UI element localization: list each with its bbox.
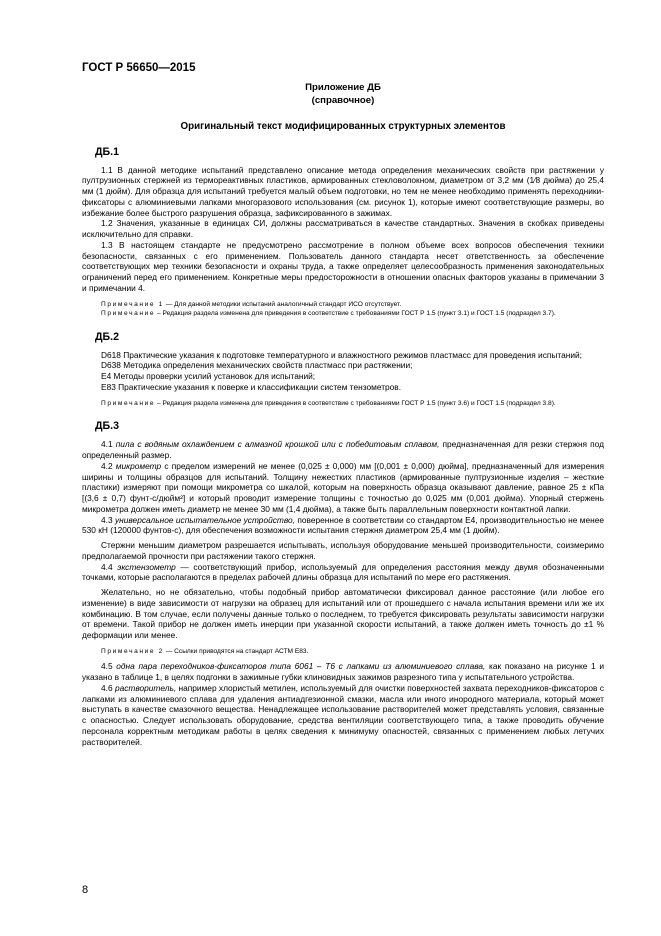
paragraph-4-6 bbox=[82, 683, 604, 748]
item-number: 4.5 bbox=[101, 661, 117, 672]
paragraph-1-1: 1.1 В данной методике испытаний представлено описание метода определения механических свойств при растяжении у пултрузионных стержней из термореактивных пластиков, армированных стекловолокном, диаметром от 3,2 мм (1⁄8 дюйма) до 25,4 мм (1 дюйм). Для образца для испытаний требуется малый объем подготовки, но тем не менее необходимо применять переходники-фиксаторы с алюминиевыми лапками многоразового использования (см. рисунок 1), которые имеют соответствующие размеры, во избежание более быстрого разрушения образца, зафиксированного в зажимах. bbox=[82, 164, 604, 218]
paragraph-4-3 bbox=[82, 515, 604, 537]
note-editorial-2 bbox=[82, 399, 604, 409]
paragraph-1-2: 1.2 Значения, указанные в единицах СИ, должны рассматриваться в качестве стандартных. Значения в скобках приведены исключительно для справки. bbox=[82, 218, 604, 239]
paragraph-4-4-continued: Желательно, но не обязательно, чтобы подобный прибор автоматически фиксировал данное расстояние (или любое его изменение) в виде зависимости от нагрузки на образец для испытаний или от прошедшего с начала испытания времени или же их комбинацию. В том случае, если получены данные только о последнем, то требуется фиксировать результаты зависимости нагрузки от времени. Такой прибор не должен иметь инерции при указанной скорости испытаний, а также должен иметь точность до ±1 % деформации или менее. bbox=[82, 587, 604, 641]
paragraph-4-1 bbox=[82, 439, 604, 461]
item-text: с пределом измерений не менее (0,025 ± 0,000) мм [(0,001 ± 0,000) дюйма], предназначенный для измерения ширины и толщины образцов для испытаний. Толщину нежестких пластиков (армированные пултрузионные изделия – жесткие пластики) измеряют при помощи микрометра со шкалой, которым на поверхность образца оказывают давление, равное 25 ± кПа [(3,6 ± 0,7) фунт-с/дюйм²] и который проводит измерение толщины с точностью до 0,025 мм (0,001 дюйма). Упорный стержень микрометра должен иметь диаметр не менее 30 мм (1,4 дюйма), а также быть параллельным поверхности контактной лапки. bbox=[82, 460, 605, 514]
note-label: Примечание 1 bbox=[101, 300, 164, 308]
item-text: предназначенная для резки стержня под определенный размер. bbox=[82, 439, 605, 461]
reference-e4: E4 Методы проверки усилий установок для испытаний; bbox=[101, 371, 316, 382]
note-text: – Редакция раздела изменена для приведения в соответствие с требованиями ГОСТ Р 1.5 (пункт 3.1) и ГОСТ 1.5 (подраздел 3.7). bbox=[155, 310, 556, 318]
section-heading-db3: ДБ.3 bbox=[95, 420, 119, 433]
item-number: 4.3 bbox=[101, 514, 115, 525]
item-text: например хлористый метилен, используемый для очистки поверхностей захвата переходников-фиксаторов с лапками из алюминиевого сплава для удаления антиадгезионной смазки, масла или иного инородного материала, который может выступать в качестве смазочного вещества. Ненадлежащее использование растворителей может представлять условия, связанные с опасностью. Следует использовать оборудование, средства вентиляции соответствующего типа, а также проводить обучение персонала корректным методикам работы в целях сведения к минимуму опасностей, связанных с применением любых летучих растворителей. bbox=[82, 682, 604, 747]
item-term: экстензометр bbox=[117, 561, 176, 572]
note-text: — Ссылки приводятся на стандарт АСТМ E83. bbox=[163, 647, 309, 655]
annex-title: Приложение ДБ bbox=[305, 82, 381, 93]
standard-number: ГОСТ Р 56650—2015 bbox=[82, 62, 196, 74]
item-term: микрометр bbox=[115, 460, 162, 471]
item-term: пила с водяным охлаждением с алмазной крошкой или с победитовым сплавом, bbox=[115, 439, 440, 450]
item-text: поверенное в соответствии со стандартом E4, производительностью не менее 530 кН (120000 фунтов-с), для обеспечения возможности испытания стержня диаметром 25,4 мм (1 дюйм). bbox=[82, 514, 605, 536]
paragraph-4-4 bbox=[82, 562, 604, 584]
reference-d638: D638 Методика определения механических свойств пластмасс при растяжении; bbox=[101, 360, 413, 371]
paragraph-4-5 bbox=[82, 661, 604, 683]
reference-d618: D618 Практические указания к подготовке температурного и влажностного режимов пластмасс для проведения испытаний; bbox=[101, 349, 582, 360]
item-number: 4.4 bbox=[101, 561, 118, 572]
document-title: Оригинальный текст модифицированных структурных элементов bbox=[180, 121, 506, 132]
item-text: как показано на рисунке 1 и указано в таблице 1, в целях подгонки в зажимные губки клиновидных зажимов разрезного типа у испытательного устройства. bbox=[82, 661, 605, 683]
item-number: 4.1 bbox=[101, 439, 116, 450]
reference-e83: E83 Практические указания к поверке и классификации систем тензометров. bbox=[101, 381, 402, 392]
item-term: универсальное испытательное устройство, bbox=[114, 514, 295, 525]
note-editorial-1 bbox=[82, 309, 604, 319]
item-number: 4.2 bbox=[101, 460, 116, 471]
item-term: растворитель, bbox=[114, 682, 177, 693]
paragraph-1-3: 1.3 В настоящем стандарте не предусмотрено рассмотрение в полном объеме всех вопросов обеспечения техники безопасности, связанных с его применением. Пользователь данного стандарта несет ответственность за обеспечение соответствующих мер техники безопасности и охраны труда, а также определяет целесообразность применения законодательных ограничений перед его применением. Конкретные меры предосторожности в отношении опасных факторов указаны в примечании 3 и примечании 4. bbox=[82, 239, 604, 293]
paragraph-4-3-continued: Стержни меньшим диаметром разрешается испытывать, используя оборудование меньшей производительности, соизмеримо предполагаемой прочности при растяжении такого стержня. bbox=[82, 540, 604, 561]
page-number: 8 bbox=[82, 884, 89, 896]
note-label: Примечание bbox=[101, 399, 156, 407]
annex-type: (справочное) bbox=[311, 94, 375, 106]
item-term: одна пара переходников-фиксаторов типа 6061 – Т6 с лапками из алюминиевого сплава, bbox=[116, 661, 486, 672]
note-text: — Для данной методики испытаний аналогичный стандарт ИСО отсутствует. bbox=[163, 300, 402, 308]
section-heading-db1: ДБ.1 bbox=[95, 145, 119, 158]
note-label: Примечание bbox=[101, 310, 156, 318]
note-label: Примечание 2 bbox=[101, 647, 164, 655]
note-2 bbox=[82, 647, 604, 657]
note-text: – Редакция раздела изменена для приведения в соответствие с требованиями ГОСТ Р 1.5 (пункт 3.6) и ГОСТ 1.5 (подраздел 3.8). bbox=[155, 399, 556, 407]
item-text: — соответствующий прибор, используемый для определения расстояния между двумя обозначенными точками, которые располагаются в пределах рабочей длины образца для испытаний по мере его растяжения. bbox=[82, 561, 604, 583]
note-1 bbox=[82, 300, 604, 310]
paragraph-4-2 bbox=[82, 461, 604, 515]
section-heading-db2: ДБ.2 bbox=[95, 330, 119, 343]
item-number: 4.6 bbox=[101, 682, 115, 693]
